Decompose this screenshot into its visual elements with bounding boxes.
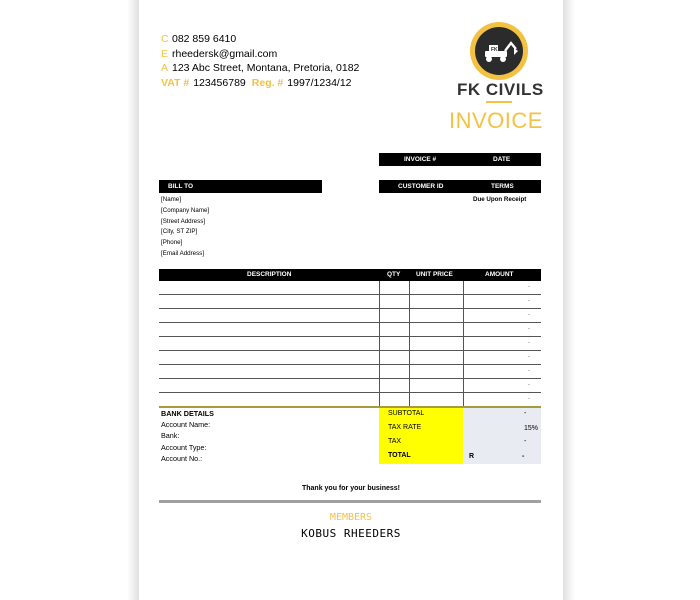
customer-id-label: CUSTOMER ID (398, 183, 444, 190)
phone-value: 082 859 6410 (172, 33, 237, 45)
logo-monogram: FK (491, 47, 498, 53)
table-row (159, 295, 541, 309)
bank-details (161, 408, 214, 464)
email-key: E (161, 47, 169, 60)
bill-to-line: [Phone] (161, 239, 183, 247)
phone-row (161, 32, 359, 47)
bill-to-line: [City, ST ZIP] (161, 228, 198, 236)
table-row (159, 379, 541, 393)
terms-value: Due Upon Receipt (473, 196, 527, 203)
company-logo (470, 22, 528, 80)
page-shadow-right (563, 0, 575, 600)
email-value: rheedersk@gmail.com (172, 47, 278, 60)
excavator-icon (475, 27, 523, 75)
table-row (159, 337, 541, 351)
reg-key: Reg. # (251, 76, 284, 89)
bank-label: Bank: (161, 431, 180, 441)
terms-label: TERMS (491, 183, 514, 190)
total-value: - (522, 453, 525, 460)
phone-key: C (161, 33, 169, 45)
invoice-sheet (139, 0, 563, 600)
column-divider (463, 281, 464, 407)
bill-to-label: BILL TO (168, 183, 194, 190)
table-row (159, 309, 541, 323)
subtotal-value: - (524, 410, 527, 417)
thank-you-note: Thank you for your business! (301, 485, 400, 492)
contact-block (161, 32, 359, 90)
items-table-header (159, 269, 541, 281)
tax-label: TAX (388, 438, 402, 445)
row-amount: - (528, 298, 530, 304)
row-amount: - (528, 354, 530, 360)
bill-to-header (159, 180, 322, 193)
table-row (159, 365, 541, 379)
bill-to-line: [Street Address] (161, 217, 206, 225)
table-row (159, 323, 541, 337)
items-table-body (159, 281, 541, 407)
row-amount: - (528, 312, 530, 318)
address-value: 123 Abc Street, Montana, Pretoria, 0182 (172, 62, 360, 74)
address-key: A (161, 62, 169, 74)
amount-header: AMOUNT (485, 271, 514, 278)
bill-to-address (161, 195, 209, 260)
footer-separator (159, 500, 541, 503)
members-label: MEMBERS (329, 512, 373, 523)
table-row (159, 351, 541, 365)
brand-name: FK CIVILS (457, 80, 544, 99)
account-no-label: Account No.: (161, 453, 203, 463)
customer-terms-header (379, 180, 541, 193)
unit-price-header: UNIT PRICE (416, 271, 453, 278)
row-amount: - (528, 368, 530, 374)
description-header: DESCRIPTION (247, 271, 292, 278)
row-amount: - (528, 396, 530, 402)
invoice-title: INVOICE (449, 108, 543, 133)
tax-value: - (524, 438, 527, 445)
column-divider (409, 281, 410, 407)
vat-value: 123456789 (193, 76, 246, 89)
email-row (161, 47, 359, 62)
vat-reg-row (161, 76, 359, 91)
bill-to-line: [Company Name] (161, 206, 210, 214)
bill-to-line: [Name] (161, 196, 181, 203)
row-amount: - (528, 382, 530, 388)
bill-to-line: [Email Address] (161, 249, 204, 257)
bank-details-title: BANK DETAILS (161, 409, 214, 418)
invoice-date-header (379, 153, 541, 166)
subtotal-label: SUBTOTAL (388, 410, 425, 417)
table-row (159, 393, 541, 407)
tax-rate-label: TAX RATE (388, 424, 422, 431)
account-type-label: Account Type: (161, 442, 207, 452)
vat-key: VAT # (161, 76, 190, 89)
reg-value: 1997/1234/12 (287, 76, 352, 89)
row-amount: - (528, 326, 530, 332)
address-row (161, 61, 359, 76)
totals-value-panel (463, 408, 541, 464)
member-name: KOBUS RHEEDERS (301, 527, 401, 540)
column-divider (379, 281, 380, 407)
page-shadow-left (127, 0, 139, 600)
row-amount: - (528, 284, 530, 290)
brand-underline (486, 101, 512, 103)
date-label: DATE (493, 156, 511, 163)
tax-rate-value: 15% (524, 425, 539, 432)
row-amount: - (528, 340, 530, 346)
invoice-number-label: INVOICE # (404, 156, 437, 163)
total-currency: R (469, 453, 475, 460)
table-row (159, 281, 541, 295)
qty-header: QTY (387, 271, 401, 278)
total-label: TOTAL (388, 452, 411, 459)
account-name-label: Account Name: (161, 420, 211, 430)
